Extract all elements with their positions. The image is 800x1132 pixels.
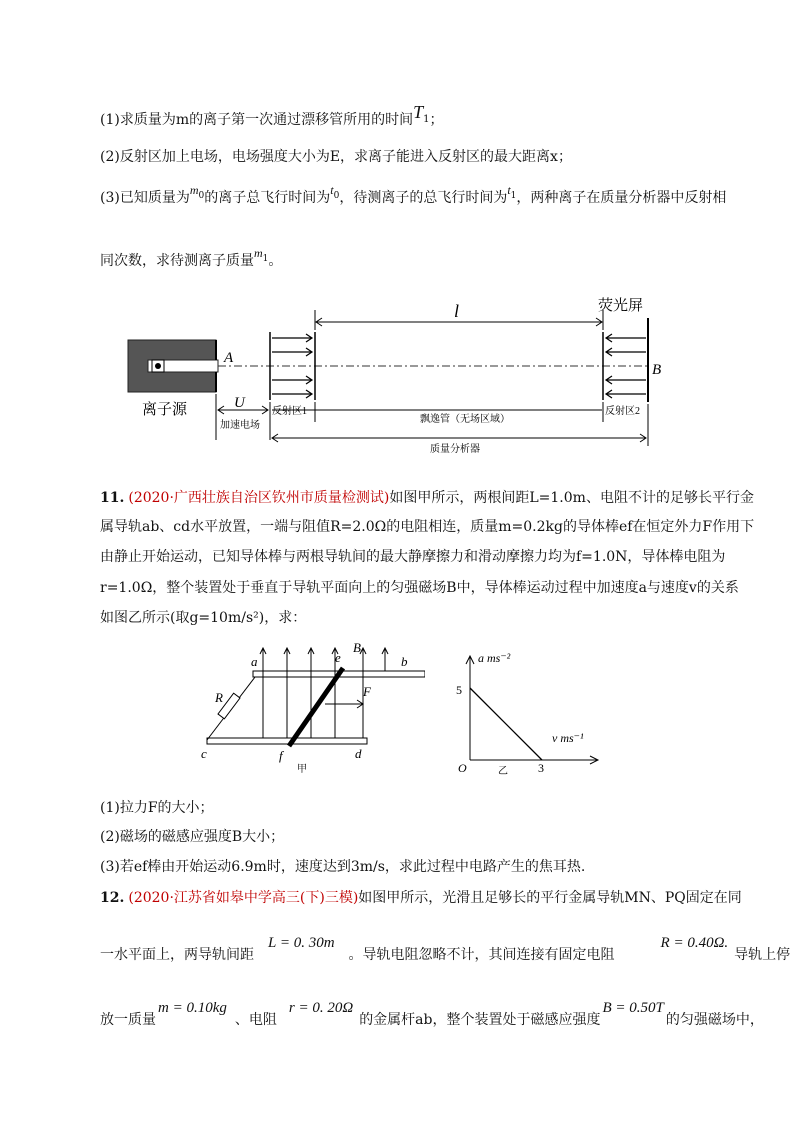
svg-text:a: a xyxy=(251,654,258,669)
mass-analyzer-figure xyxy=(120,290,690,460)
svg-text:f: f xyxy=(279,748,283,763)
reflection-zone-2-label: 反射区2 xyxy=(605,406,640,417)
x-tick-3: 3 xyxy=(538,761,544,775)
q10-part3-line2: 同次数，求待测离子质量$m_1$。 xyxy=(100,246,283,269)
q10-part1: (1)求质量为m的离子第一次通过漂移管所用的时间$T_1$； xyxy=(100,102,444,128)
y-axis-label: a ms⁻² xyxy=(478,651,511,665)
series-line xyxy=(470,688,542,760)
q12-line3: 放一质量m = 0.10kg、电阻r = 0. 20Ω的金属杆ab，整个装置处于磁感应强度B = 0.50T的匀强磁场中， xyxy=(100,1000,764,1028)
svg-text:d: d xyxy=(355,746,362,761)
x-axis-label: v ms⁻¹ xyxy=(552,731,584,745)
y-axis xyxy=(466,656,474,760)
q11-part2: (2)磁场的磁感应强度B大小； xyxy=(100,829,285,845)
q11-part1: (1)拉力F的大小； xyxy=(100,800,214,816)
analyzer-label: 质量分析器 xyxy=(430,444,480,455)
length-label: l xyxy=(454,301,460,321)
point-B-label: B xyxy=(652,362,662,378)
ion-source-dot xyxy=(155,363,161,369)
q11-part3: (3)若ef棒由开始运动6.9m时，速度达到3m/s，求此过程中电路产生的焦耳热. xyxy=(100,859,586,875)
svg-text:e: e xyxy=(335,650,341,665)
q11-line2: 属导轨ab、cd水平放置，一端与阻值R=2.0Ω的电阻相连，质量m=0.2kg的导体棒ef在恒定外力F作用下 xyxy=(100,519,755,535)
q10-part2: (2)反射区加上电场，电场强度大小为E，求离子能进入反射区的最大距离x； xyxy=(100,149,572,165)
force-arrow xyxy=(325,700,363,708)
voltage-label: U xyxy=(234,395,245,411)
svg-text:F: F xyxy=(363,684,371,699)
accel-field-label: 加速电场 xyxy=(220,420,260,431)
q11-line4: r=1.0Ω，整个装置处于垂直于导轨平面向上的匀强磁场B中，导体棒运动过程中加速度a与速度v的关系 xyxy=(100,580,739,596)
rail-figure xyxy=(195,638,425,773)
point-A-label: A xyxy=(224,350,234,366)
acceleration-velocity-chart xyxy=(448,648,618,778)
q11-line5: 如图乙所示(取g=10m/s²)，求： xyxy=(100,610,307,626)
reflection-zone-1-label: 反射区1 xyxy=(272,406,307,417)
screen-label: 荧光屏 xyxy=(598,298,644,314)
rail-cd xyxy=(207,738,367,744)
q10-part3-line1: (3)已知质量为$m_0$的离子总飞行时间为$t_0$，待测离子的总飞行时间为$t_1$，两种离子在质量分析器中反射相 xyxy=(100,183,727,206)
x-axis xyxy=(470,756,598,764)
ion-source-label: 离子源 xyxy=(142,402,188,418)
q12-line2: 一水平面上，两导轨间距L = 0. 30m。导轨电阻忽略不计，其间连接有固定电阻R = 0.40Ω.导轨上停 xyxy=(100,935,791,963)
svg-text:c: c xyxy=(201,746,207,761)
q11-line3: 由静止开始运动，已知导体棒与两根导轨间的最大静摩擦力和滑动摩擦力均为f=1.0N，导体棒电阻为 xyxy=(100,549,726,565)
figure-caption-jia: 甲 xyxy=(297,764,307,773)
svg-text:B: B xyxy=(353,640,361,655)
q12-line1: 12. (2020·江苏省如皋中学高三(下)三模)如图甲所示，光滑且足够长的平行金属导轨MN、PQ固定在同 xyxy=(100,890,742,906)
figure-caption-yi: 乙 xyxy=(498,766,508,777)
y-tick-5: 5 xyxy=(456,683,462,697)
q11-line1: 11. (2020·广西壮族自治区钦州市质量检测试)如图甲所示，两根间距L=1.0m、电阻不计的足够长平行金 xyxy=(100,490,754,506)
drift-tube-label: 飘逸管（无场区域） xyxy=(420,414,510,425)
origin-label: O xyxy=(458,761,467,775)
svg-text:b: b xyxy=(401,654,408,669)
svg-text:R: R xyxy=(215,690,223,705)
